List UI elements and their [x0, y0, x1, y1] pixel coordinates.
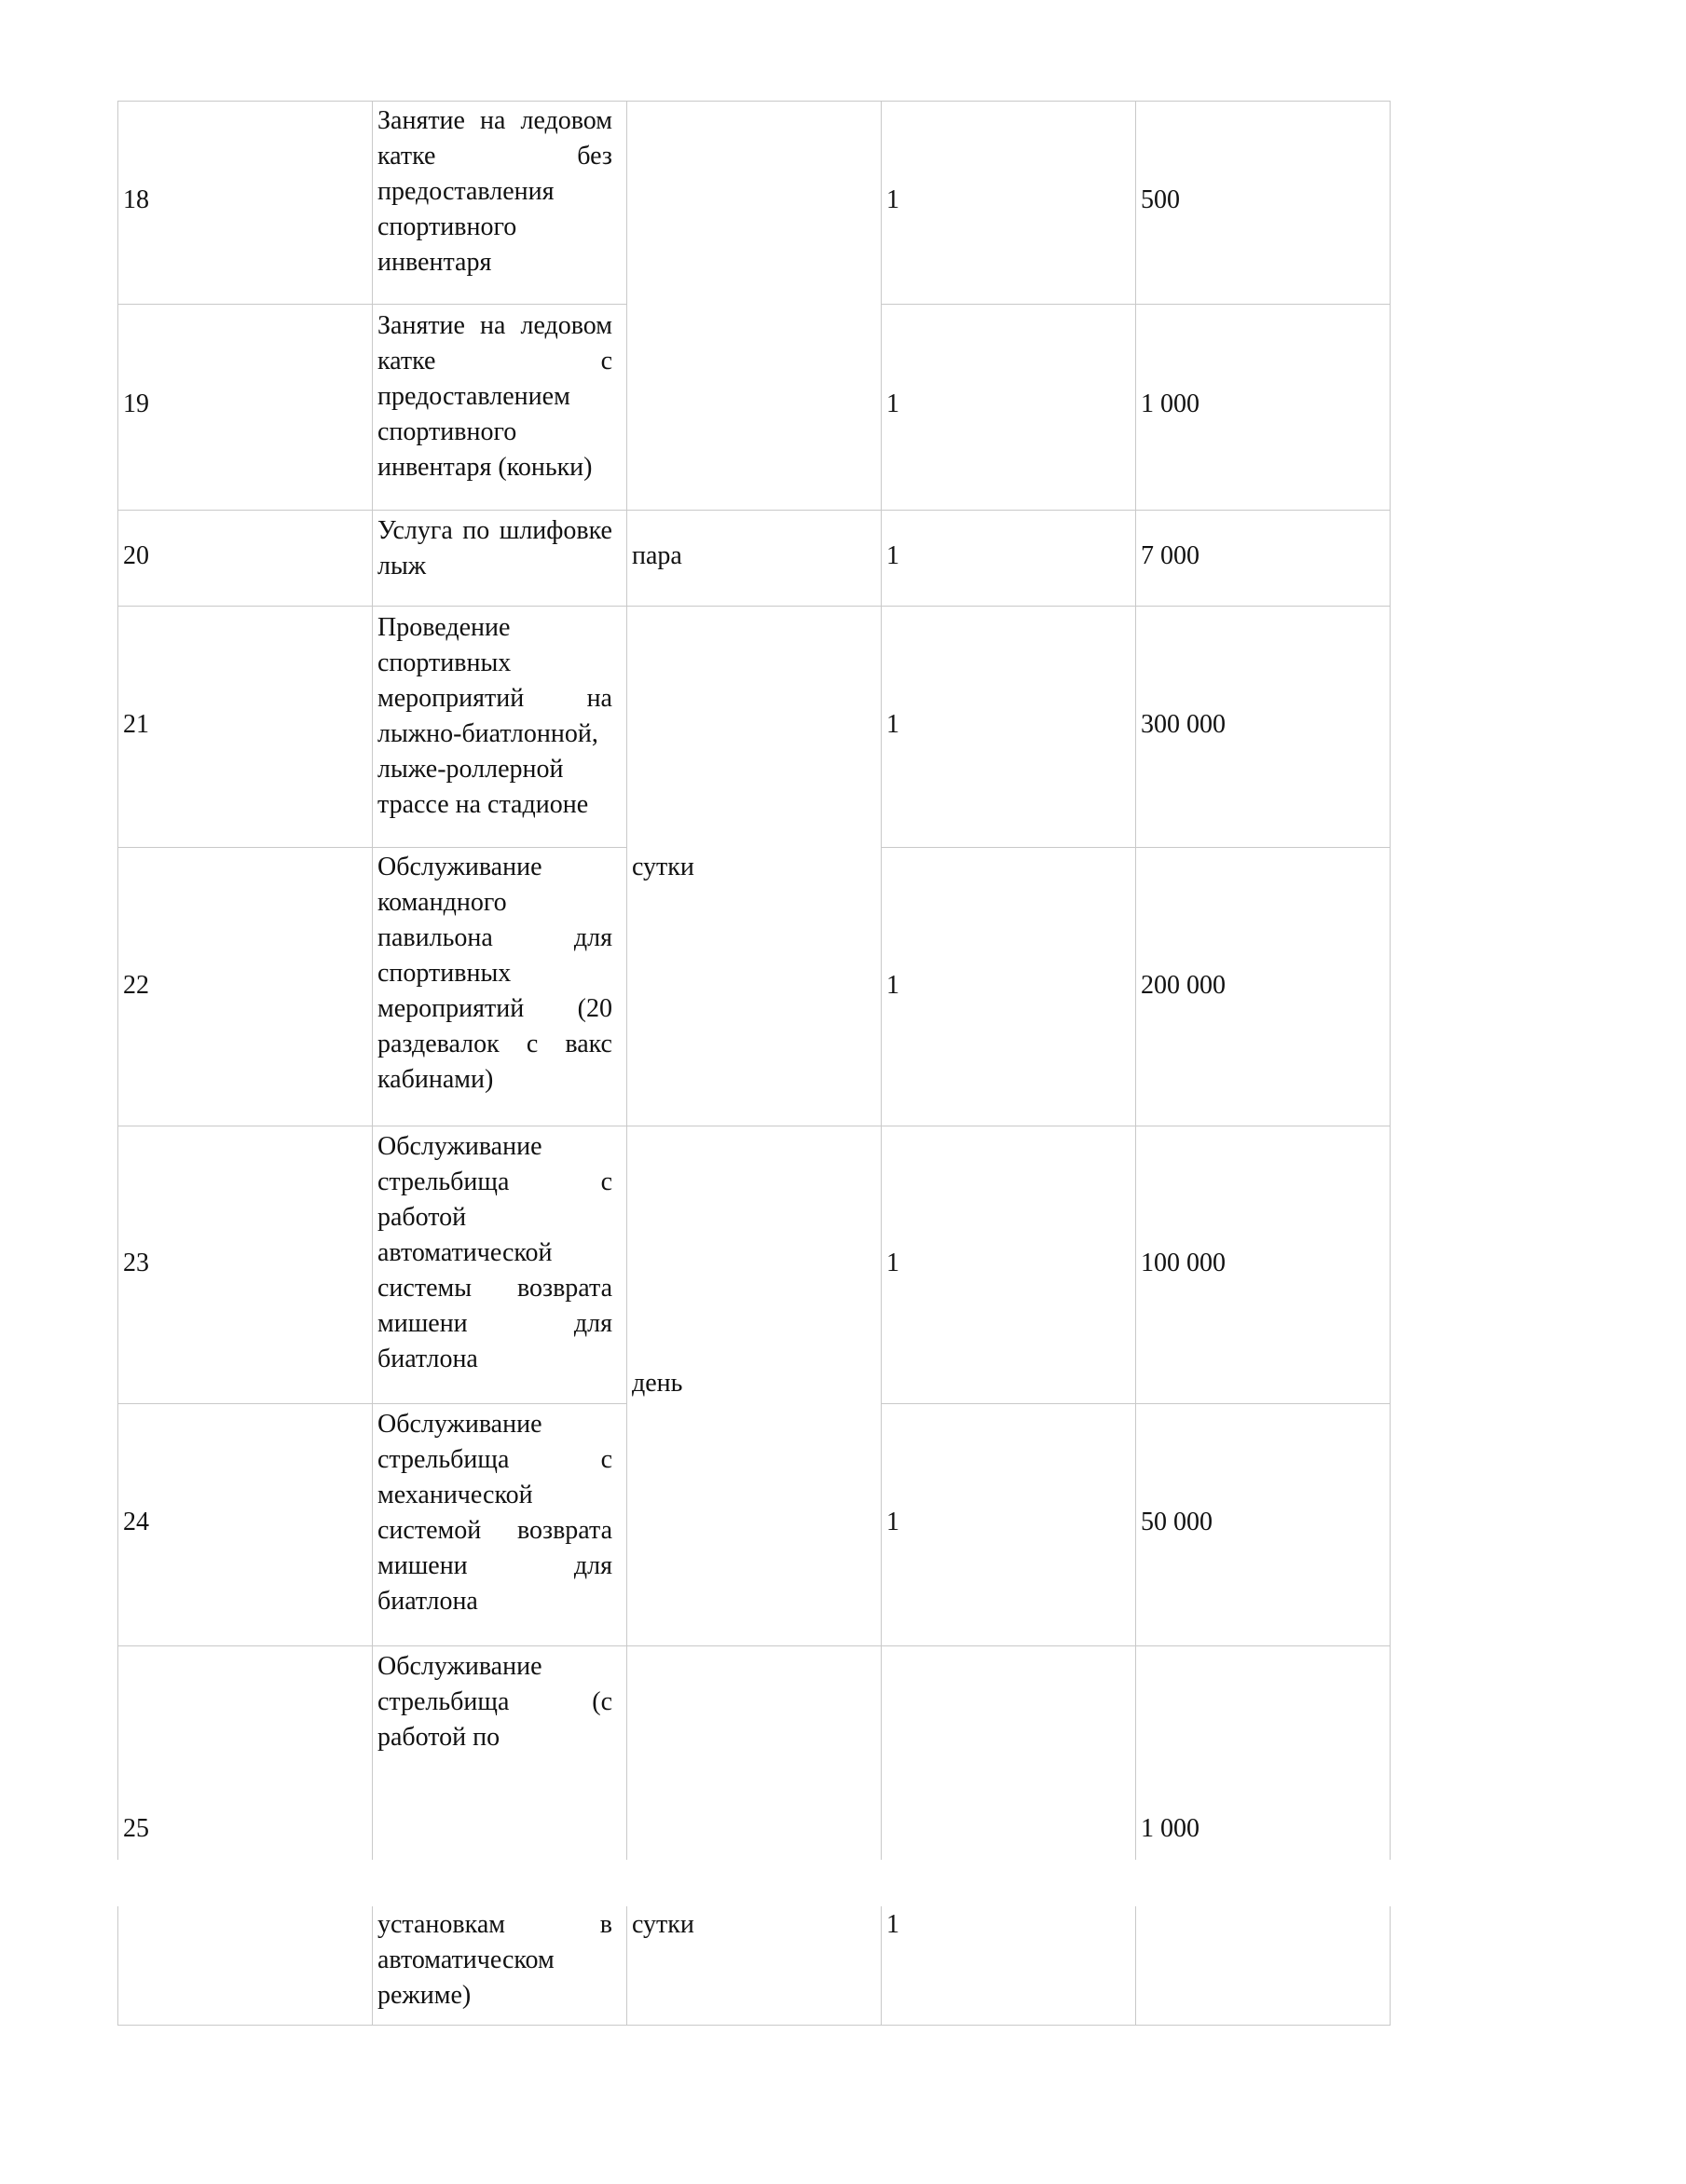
quantity: 1	[886, 971, 899, 1000]
table-cell	[881, 1645, 1136, 1860]
unit-merged: день	[632, 1369, 683, 1398]
table-cell	[1135, 1906, 1391, 2026]
table-cell	[626, 1645, 882, 1860]
service-description: Занятие на ледовом катке с предоставлением спортивного инвентаря (коньки)	[377, 311, 612, 482]
row-number: 24	[123, 1508, 149, 1536]
price: 7 000	[1141, 541, 1199, 570]
table-cell-merged	[626, 101, 882, 511]
quantity: 1	[886, 541, 899, 570]
table-cell	[117, 606, 373, 848]
quantity: 1	[886, 1249, 899, 1277]
quantity: 1	[886, 185, 899, 214]
unit-merged: сутки	[632, 853, 694, 881]
table-cell	[881, 304, 1136, 511]
quantity: 1	[886, 1508, 899, 1536]
service-description-continued: установкам в автоматическом режиме)	[377, 1910, 612, 2010]
table-cell	[881, 847, 1136, 1126]
price: 50 000	[1141, 1508, 1213, 1536]
table-cell	[117, 1906, 373, 2026]
service-description: Обслуживание стрельбища (с работой по	[377, 1652, 612, 1752]
price: 100 000	[1141, 1249, 1226, 1277]
table-cell	[881, 1126, 1136, 1404]
quantity: 1	[886, 1910, 899, 1939]
table-cell	[881, 510, 1136, 607]
row-number: 18	[123, 185, 149, 214]
row-number: 23	[123, 1249, 149, 1277]
table-cell	[881, 101, 1136, 305]
row-number: 21	[123, 710, 149, 739]
row-number: 25	[123, 1814, 149, 1843]
service-description: Обслуживание командного павильона для спортивных мероприятий (20 раздевалок с вакс кабинами)	[377, 853, 612, 1094]
unit: пара	[632, 541, 682, 570]
table-cell	[117, 847, 373, 1126]
table-cell	[881, 1403, 1136, 1646]
table-cell	[881, 1906, 1136, 2026]
service-description: Обслуживание стрельбища с механической системой возврата мишени для биатлона	[377, 1410, 612, 1616]
quantity: 1	[886, 389, 899, 418]
row-number: 22	[123, 971, 149, 1000]
table-cell	[117, 510, 373, 607]
price: 1 000	[1141, 1814, 1199, 1843]
service-description: Проведение спортивных мероприятий на лыжно-биатлонной, лыже-роллерной трассе на стадионе	[377, 613, 612, 819]
table-cell	[117, 101, 373, 305]
service-description: Услуга по шлифовке лыж	[377, 516, 612, 580]
price: 500	[1141, 185, 1180, 214]
table-cell	[117, 1403, 373, 1646]
price: 1 000	[1141, 389, 1199, 418]
quantity: 1	[886, 710, 899, 739]
price: 300 000	[1141, 710, 1226, 739]
table-cell	[117, 1645, 373, 1860]
unit: сутки	[632, 1910, 694, 1939]
table-cell	[117, 304, 373, 511]
table-cell	[117, 1126, 373, 1404]
service-description: Занятие на ледовом катке без предоставления спортивного инвентаря	[377, 106, 612, 277]
service-description: Обслуживание стрельбища с работой автоматической системы возврата мишени для биатлона	[377, 1132, 612, 1373]
row-number: 19	[123, 389, 149, 418]
price: 200 000	[1141, 971, 1226, 1000]
table-cell	[881, 606, 1136, 848]
row-number: 20	[123, 541, 149, 570]
